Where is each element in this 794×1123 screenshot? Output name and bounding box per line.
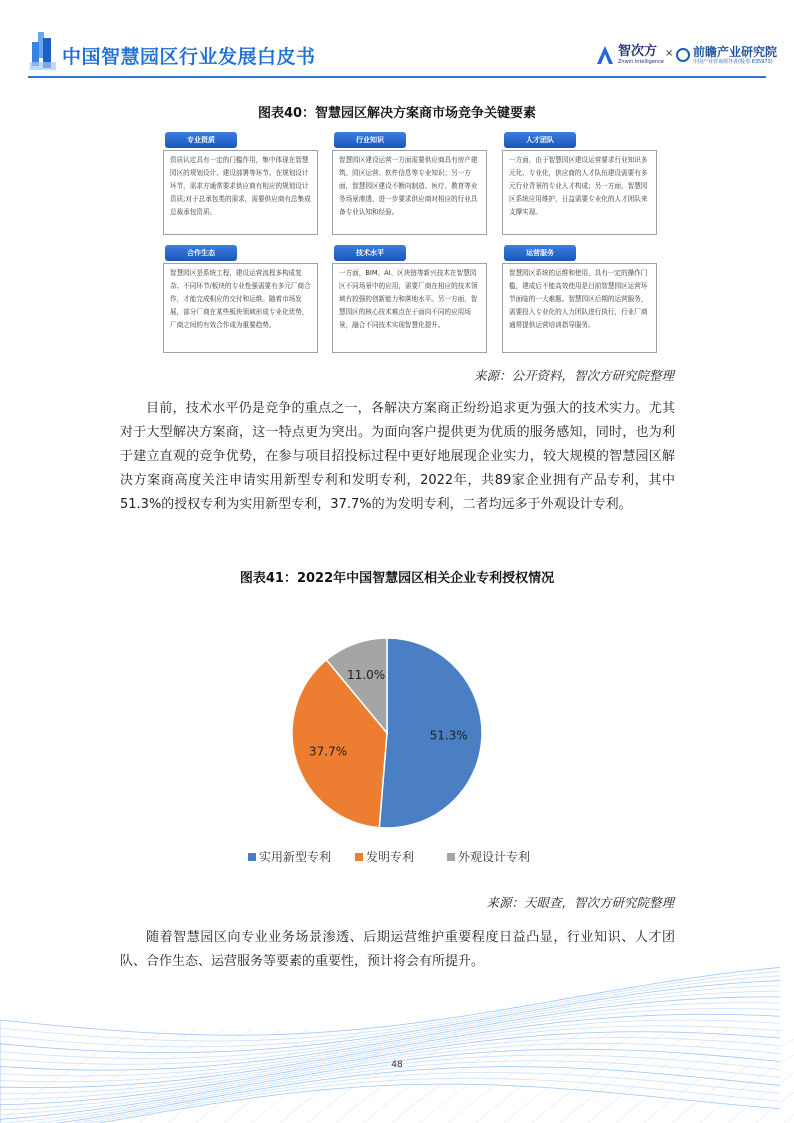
card-text: 智慧园区建设运营一方面需要供应商具有房产建筑、园区运营、软件信息等专业知识；另一方面，智慧园区建设不断向制造、医疗、教育等业务场景渗透，进一步要求供应商对相应的行业具备专业认知和经验。 xyxy=(339,156,478,216)
card-industry-knowledge xyxy=(332,150,487,235)
page-header xyxy=(0,0,794,80)
card-text: 一方面，BIM、AI、区块链等新兴技术在智慧园区不同场景中的应用，需要厂商在相应的技术领域有较强的创新能力和落地水平。另一方面，智慧园区的核心技术难点在于面向不同的应用场景，融合不同技术实现智慧化提升。 xyxy=(339,269,478,329)
footer-wave-decoration xyxy=(0,960,794,1123)
figure40-source: 来源：公开资料，智次方研究院整理 xyxy=(473,368,674,383)
card-badge: 技术水平 xyxy=(334,245,406,261)
pie-data-label-1: 37.7% xyxy=(309,744,348,759)
header-divider xyxy=(28,76,766,78)
figure41-title: 图表41：2022年中国智慧园区相关企业专利授权情况 xyxy=(239,571,555,586)
wave-grid-line xyxy=(168,1030,308,1123)
card-professional-qualification xyxy=(163,150,318,235)
wave-line xyxy=(0,971,780,1065)
page-number: 48 xyxy=(391,1060,403,1070)
qianzhan-logo-icon xyxy=(676,48,690,62)
wave-grid-line xyxy=(588,1030,728,1123)
brand-znwin xyxy=(595,40,664,70)
legend-label-1: 发明专利 xyxy=(366,850,415,864)
znwin-logo-icon xyxy=(595,44,615,66)
legend-label-2: 外观设计专利 xyxy=(458,850,531,864)
header-title: 中国智慧园区行业发展白皮书 xyxy=(62,46,316,68)
card-badge: 运营服务 xyxy=(504,245,576,261)
brand-qianzhan xyxy=(676,40,777,70)
card-badge: 专业资质 xyxy=(165,132,237,148)
wave-line xyxy=(0,1003,780,1095)
brand1-sub: Znwin Intelligence xyxy=(618,58,664,65)
card-badge: 人才团队 xyxy=(504,132,576,148)
brand2-sub: 中国产业咨询领导者(股票:835973) xyxy=(693,58,773,65)
figure40-title: 图表40：智慧园区解决方案商市场竞争关键要素 xyxy=(257,106,537,121)
card-text: 资质认定具有一定的门槛作用，集中体现在智慧园区的规划设计、建设部署等环节。在规划设计环节，需求方通常要求供应商有相应的规划设计资质;对于总承包类的需求，需要供应商有总集成总裁承包资质。 xyxy=(170,156,311,216)
legend-swatch-1 xyxy=(355,853,363,861)
legend-swatch-2 xyxy=(447,853,455,861)
card-text: 智慧园区是系统工程，建设运营流程多构成复杂、不同环节/板块的专业性强需要有多元厂商合作，才能完成相应的交付和运维。随着市场发展，部分厂商在某些板块领域形成专业化优势，厂商之间的有效合作成为重要趋势。 xyxy=(170,269,311,329)
body-paragraph-2: 随着智慧园区向专业业务场景渗透、后期运营维护重要程度日益凸显，行业知识、人才团队、合作生态、运营服务等要素的重要性，预计将会有所提升。 xyxy=(120,930,675,969)
patent-pie-chart xyxy=(200,585,600,885)
card-text: 一方面，由于智慧园区建设运营要求行业知识多元化、专业化，供应商的人才队伍建设需要有多元行业背景的专业人才构成；另一方面，智慧园区系统应用维护，日益需要专业化的人才团队来支撑实现。 xyxy=(509,156,648,216)
brand1-name: 智次方 xyxy=(618,43,658,59)
pie-data-label-2: 11.0% xyxy=(347,667,386,682)
card-text: 智慧园区系统的运维和使用，具有一定的操作门槛，建成后不能高效使用是目前智慧园区运营环节面临的一大难题。智慧园区后期的运营服务，需要投入专业化的人力团队进行执行，行业厂商通常提供运营培训指导服务。 xyxy=(509,269,648,329)
wave-grid-line xyxy=(336,1030,476,1123)
figure41-source: 来源：天眼查，智次方研究院整理 xyxy=(486,895,674,910)
pie-data-label-0: 51.3% xyxy=(429,728,468,743)
body-paragraph-1: 目前，技术水平仍是竞争的重点之一，各解决方案商正纷纷追求更为强大的技术实力。尤其对于大型解决方案商，这一特点更为突出。为面向客户提供更为优质的服务感知，同时，也为利于建立直观的竞争优势，在参与项目招投标过程中更好地展现企业实力，较大规模的智慧园区解决方案商高度关注申请实用新型专利和发明专利，2022年，共89家企业拥有产品专利，其中51.3%的授权专利为实用新型专利，37.7%的为发明专利，二者均远多于外观设计专利。 xyxy=(120,401,675,512)
card-badge: 合作生态 xyxy=(165,245,237,261)
building-logo-icon xyxy=(30,32,56,70)
brand2-name: 前瞻产业研究院 xyxy=(693,44,778,59)
wave-line xyxy=(0,1043,780,1123)
card-cooperation-ecosystem xyxy=(163,263,318,353)
legend-label-0: 实用新型专利 xyxy=(259,850,332,864)
card-talent-team xyxy=(502,150,657,235)
wave-grid-line xyxy=(196,1030,336,1123)
legend-swatch-0 xyxy=(248,853,256,861)
card-operation-service xyxy=(502,263,657,353)
brand-separator: × xyxy=(665,48,674,59)
wave-line xyxy=(0,976,780,1070)
card-technology-level xyxy=(332,263,487,353)
card-badge: 行业知识 xyxy=(334,132,406,148)
